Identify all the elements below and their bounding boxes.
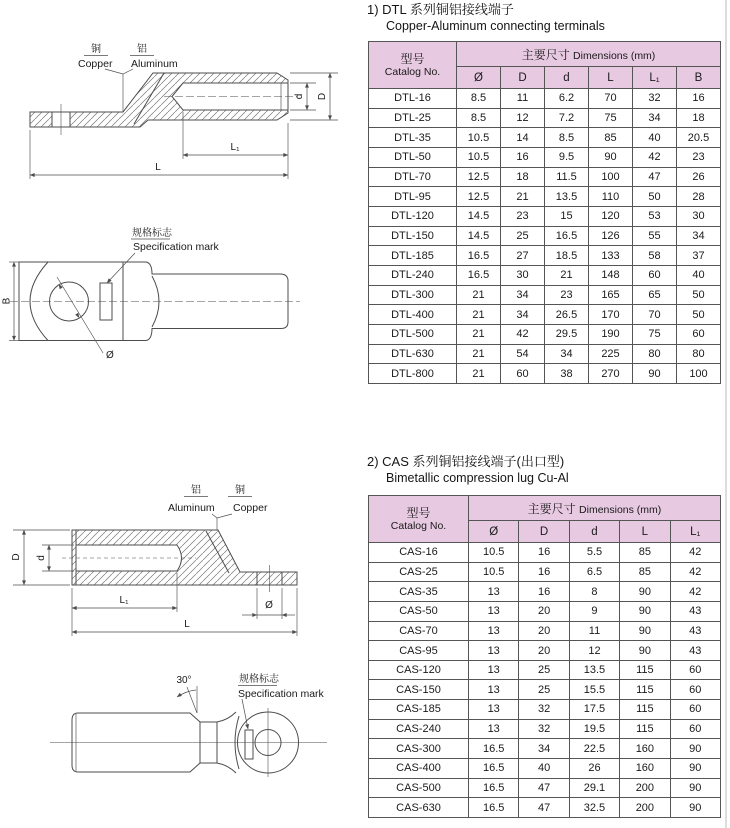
dimension-value-cell: 65 (633, 285, 677, 305)
dimension-value-cell: 60 (677, 324, 721, 344)
dimension-value-cell: 23 (501, 206, 545, 226)
dimension-value-cell: 13 (469, 601, 519, 621)
dimension-value-cell: 14.5 (457, 226, 501, 246)
dimension-value-cell: 42 (501, 324, 545, 344)
dimensions-header-zh: 主要尺寸 (527, 501, 576, 516)
dimension-value-cell: 20 (519, 621, 569, 641)
dimension-value-cell: 200 (620, 778, 670, 798)
catalog-no-cell: CAS-300 (369, 739, 469, 759)
dimension-value-cell: 26 (677, 167, 721, 187)
dimension-value-cell: 13 (469, 660, 519, 680)
dimension-value-cell: 225 (589, 344, 633, 364)
dimension-value-cell: 47 (633, 167, 677, 187)
dimensions-header (457, 42, 721, 67)
table-row (369, 187, 721, 207)
dimension-value-cell: 6.5 (569, 562, 619, 582)
dimension-value-cell: 85 (620, 562, 670, 582)
table-row (369, 167, 721, 187)
dimension-value-cell: 15.5 (569, 680, 619, 700)
dimension-value-cell: 70 (633, 305, 677, 325)
catalog-no-header (369, 42, 457, 89)
dimension-value-cell: 16 (519, 582, 569, 602)
dimension-value-cell: 20.5 (677, 128, 721, 148)
dimension-value-cell: 27 (501, 246, 545, 266)
cas-shoulder-curve (217, 763, 236, 773)
aluminum-label-zh: 铝 (137, 44, 147, 55)
cas-section-view-drawing (11, 483, 297, 636)
dimensions-header-en: Dimensions (mm) (579, 503, 662, 516)
dimension-value-cell: 90 (670, 798, 720, 818)
dtl-title-en: Copper-Aluminum connecting terminals (386, 19, 605, 33)
dimension-value-cell: 32.5 (569, 798, 619, 818)
dimension-value-cell: 110 (589, 187, 633, 207)
table-row (369, 700, 721, 720)
dimension-value-cell: 16.5 (469, 778, 519, 798)
dimension-value-cell: 11.5 (545, 167, 589, 187)
column-header: D (501, 67, 545, 89)
catalog-no-cell: CAS-400 (369, 759, 469, 779)
dimension-value-cell: 43 (670, 601, 720, 621)
dimension-value-cell: 14.5 (457, 206, 501, 226)
catalog-no-cell: CAS-95 (369, 641, 469, 661)
table-row (369, 226, 721, 246)
table-row (369, 543, 721, 563)
dimension-value-cell: 13 (469, 700, 519, 720)
cas-title-en: Bimetallic compression lug Cu-Al (386, 471, 569, 485)
dimension-value-cell: 55 (633, 226, 677, 246)
dimension-value-cell: 16.5 (457, 246, 501, 266)
table-row (369, 759, 721, 779)
dimension-value-cell: 50 (677, 285, 721, 305)
copper-label-zh: 铜 (91, 44, 101, 55)
catalog-no-cell: DTL-150 (369, 226, 457, 246)
dimension-value-cell: 85 (620, 543, 670, 563)
dimension-value-cell: 34 (519, 739, 569, 759)
catalog-no-cell: DTL-25 (369, 108, 457, 128)
dimension-value-cell: 42 (670, 562, 720, 582)
dimension-value-cell: 18 (677, 108, 721, 128)
dimension-value-cell: 42 (633, 147, 677, 167)
table-row (369, 364, 721, 384)
dimension-value-cell: 16 (677, 89, 721, 109)
catalog-no-cell: DTL-16 (369, 89, 457, 109)
dimension-value-cell: 20 (519, 641, 569, 661)
dim-label-d: d (294, 93, 305, 100)
dimension-value-cell: 8.5 (457, 89, 501, 109)
dimension-value-cell: 21 (457, 344, 501, 364)
dimension-value-cell: 133 (589, 246, 633, 266)
table-row (369, 680, 721, 700)
table-row (369, 621, 721, 641)
dimension-value-cell: 37 (677, 246, 721, 266)
catalog-no-cell: DTL-400 (369, 305, 457, 325)
copper-label-zh: 铜 (235, 485, 245, 496)
dimension-value-cell: 15 (545, 206, 589, 226)
dimension-value-cell: 90 (670, 739, 720, 759)
dimension-value-cell: 26.5 (545, 305, 589, 325)
dimension-value-cell: 23 (677, 147, 721, 167)
dimension-value-cell: 160 (620, 739, 670, 759)
dimension-value-cell: 10.5 (457, 147, 501, 167)
dimension-value-cell: 22.5 (569, 739, 619, 759)
table-row (369, 89, 721, 109)
dimension-value-cell: 90 (620, 582, 670, 602)
dimension-value-cell: 32 (519, 719, 569, 739)
dimension-value-cell: 7.2 (545, 108, 589, 128)
dimensions-header-en: Dimensions (mm) (573, 49, 656, 62)
catalog-no-cell: CAS-150 (369, 680, 469, 700)
dimension-value-cell: 13 (469, 582, 519, 602)
table-row (369, 265, 721, 285)
dimension-value-cell: 60 (670, 700, 720, 720)
copper-label-en: Copper (78, 58, 113, 70)
cas-title-zh: 2) CAS 系列铜铝接线端子(出口型) (367, 454, 565, 469)
cas-shoulder-curve (217, 712, 236, 722)
dimension-value-cell: 9 (569, 601, 619, 621)
cas-dimensions-table (368, 495, 721, 818)
dimension-value-cell: 60 (670, 719, 720, 739)
dimension-value-cell: 12.5 (457, 187, 501, 207)
dimension-value-cell: 8 (569, 582, 619, 602)
table-row (369, 641, 721, 661)
catalog-no-cell: CAS-120 (369, 660, 469, 680)
dimension-value-cell: 115 (620, 660, 670, 680)
dimension-value-cell: 9.5 (545, 147, 589, 167)
dimension-value-cell: 11 (569, 621, 619, 641)
dimension-value-cell: 16.5 (545, 226, 589, 246)
dimension-value-cell: 40 (633, 128, 677, 148)
dimension-value-cell: 38 (545, 364, 589, 384)
table-row (369, 582, 721, 602)
dimension-value-cell: 13 (469, 641, 519, 661)
dimension-value-cell: 58 (633, 246, 677, 266)
dimension-value-cell: 16.5 (457, 265, 501, 285)
dimension-value-cell: 32 (519, 700, 569, 720)
dimension-value-cell: 13.5 (569, 660, 619, 680)
column-header: Ø (457, 67, 501, 89)
dimension-value-cell: 40 (519, 759, 569, 779)
dimension-value-cell: 85 (589, 128, 633, 148)
dimension-value-cell: 21 (457, 364, 501, 384)
dimension-value-cell: 30 (677, 206, 721, 226)
spec-mark-label-en: Specification mark (133, 241, 219, 253)
dim-label-D: D (11, 553, 22, 561)
dimension-value-cell: 34 (633, 108, 677, 128)
table-row (369, 739, 721, 759)
dtl-section-view-drawing (30, 42, 338, 179)
dimension-value-cell: 75 (589, 108, 633, 128)
dimension-value-cell: 25 (501, 226, 545, 246)
dimension-value-cell: 21 (457, 305, 501, 325)
dimension-value-cell: 115 (620, 719, 670, 739)
table-row (369, 562, 721, 582)
dimension-value-cell: 30 (501, 265, 545, 285)
table-row (369, 601, 721, 621)
table-row (369, 305, 721, 325)
dtl-top-view-drawing (2, 226, 301, 361)
dimension-value-cell: 42 (670, 543, 720, 563)
dimension-value-cell: 60 (501, 364, 545, 384)
catalog-no-cell: CAS-16 (369, 543, 469, 563)
catalog-no-cell: CAS-50 (369, 601, 469, 621)
spec-mark-label-en: Specification mark (238, 688, 324, 700)
aluminum-label-zh: 铝 (191, 485, 201, 496)
dimension-value-cell: 10.5 (469, 543, 519, 563)
table-row (369, 108, 721, 128)
dimension-value-cell: 60 (670, 680, 720, 700)
catalog-no-cell: DTL-95 (369, 187, 457, 207)
dtl-dimensions-table (368, 41, 721, 384)
table-row (369, 798, 721, 818)
column-header: L₁ (670, 521, 720, 543)
catalog-no-cell: CAS-70 (369, 621, 469, 641)
dimension-value-cell: 13 (469, 680, 519, 700)
dimension-value-cell: 47 (519, 798, 569, 818)
dimension-value-cell: 120 (589, 206, 633, 226)
dimension-value-cell: 16.5 (469, 739, 519, 759)
dim-label-L1: L₁ (119, 595, 129, 606)
angle-arc (177, 690, 196, 697)
dimension-value-cell: 75 (633, 324, 677, 344)
table-row (369, 285, 721, 305)
dimension-value-cell: 34 (677, 226, 721, 246)
dimension-value-cell: 25 (519, 660, 569, 680)
dim-label-diameter: Ø (265, 600, 273, 611)
dimension-value-cell: 21 (457, 324, 501, 344)
dimension-value-cell: 6.2 (545, 89, 589, 109)
catalog-no-cell: DTL-500 (369, 324, 457, 344)
aluminum-label-en: Aluminum (168, 502, 215, 514)
dimension-value-cell: 25 (519, 680, 569, 700)
dimensions-header (469, 496, 721, 521)
catalog-header-en: Catalog No. (390, 519, 447, 532)
catalog-no-cell: DTL-120 (369, 206, 457, 226)
dimension-value-cell: 19.5 (569, 719, 619, 739)
catalog-no-cell: DTL-185 (369, 246, 457, 266)
catalog-no-cell: CAS-25 (369, 562, 469, 582)
dimension-value-cell: 70 (589, 89, 633, 109)
dimension-value-cell: 43 (670, 641, 720, 661)
spec-mark-label-zh: 规格标志 (132, 228, 172, 239)
aluminum-label-en: Aluminum (131, 58, 178, 70)
dimension-value-cell: 5.5 (569, 543, 619, 563)
dimension-value-cell: 170 (589, 305, 633, 325)
dimension-value-cell: 90 (670, 759, 720, 779)
catalog-no-cell: CAS-630 (369, 798, 469, 818)
cas-side-view-drawing (50, 672, 327, 777)
table-row (369, 147, 721, 167)
catalog-no-cell: DTL-240 (369, 265, 457, 285)
dimension-value-cell: 60 (670, 660, 720, 680)
dimension-value-cell: 90 (670, 778, 720, 798)
dimension-value-cell: 126 (589, 226, 633, 246)
dimension-value-cell: 115 (620, 680, 670, 700)
catalog-no-cell: DTL-630 (369, 344, 457, 364)
dimension-value-cell: 21 (545, 265, 589, 285)
dimension-value-cell: 90 (633, 364, 677, 384)
catalog-no-cell: DTL-50 (369, 147, 457, 167)
dimension-value-cell: 8.5 (457, 108, 501, 128)
column-header: D (519, 521, 569, 543)
dimension-value-cell: 21 (501, 187, 545, 207)
catalog-header-zh: 型号 (400, 51, 425, 66)
dimension-value-cell: 90 (620, 601, 670, 621)
dimension-value-cell: 12.5 (457, 167, 501, 187)
dimension-value-cell: 17.5 (569, 700, 619, 720)
dimension-value-cell: 13 (469, 719, 519, 739)
catalog-no-cell: DTL-300 (369, 285, 457, 305)
material-leader-line (212, 514, 232, 518)
dimension-value-cell: 90 (620, 641, 670, 661)
dimension-value-cell: 100 (589, 167, 633, 187)
dimension-value-cell: 90 (620, 621, 670, 641)
dimension-value-cell: 16.5 (469, 759, 519, 779)
dim-label-L1: L₁ (230, 142, 240, 153)
dimension-value-cell: 40 (677, 265, 721, 285)
catalog-no-cell: CAS-185 (369, 700, 469, 720)
dimension-value-cell: 90 (589, 147, 633, 167)
dimension-value-cell: 160 (620, 759, 670, 779)
catalog-header-zh: 型号 (406, 505, 431, 520)
dimension-value-cell: 80 (677, 344, 721, 364)
catalog-no-cell: DTL-70 (369, 167, 457, 187)
dimension-value-cell: 13.5 (545, 187, 589, 207)
table-row (369, 246, 721, 266)
dim-label-L: L (184, 619, 190, 630)
dimension-value-cell: 8.5 (545, 128, 589, 148)
dim-label-diameter: Ø (106, 350, 114, 361)
dimension-value-cell: 148 (589, 265, 633, 285)
dimension-value-cell: 34 (501, 285, 545, 305)
dimension-value-cell: 165 (589, 285, 633, 305)
catalog-no-cell: CAS-35 (369, 582, 469, 602)
angle-label: 30° (176, 675, 192, 686)
dimension-value-cell: 16 (519, 562, 569, 582)
dimension-value-cell: 100 (677, 364, 721, 384)
dimension-value-cell: 54 (501, 344, 545, 364)
dimension-value-cell: 60 (633, 265, 677, 285)
dimension-value-cell: 190 (589, 324, 633, 344)
table-row (369, 206, 721, 226)
dimension-value-cell: 20 (519, 601, 569, 621)
dimension-value-cell: 14 (501, 128, 545, 148)
spec-mark-label-zh: 规格标志 (239, 674, 279, 685)
dimension-value-cell: 115 (620, 700, 670, 720)
column-header: d (569, 521, 619, 543)
dtl-title-zh: 1) DTL 系列铜铝接线端子 (367, 2, 514, 17)
dim-label-d: d (36, 555, 47, 561)
dimension-value-cell: 29.1 (569, 778, 619, 798)
catalog-no-header (369, 496, 469, 543)
dimension-value-cell: 26 (569, 759, 619, 779)
table-row (369, 128, 721, 148)
dimension-value-cell: 200 (620, 798, 670, 818)
table-row (369, 660, 721, 680)
dimension-value-cell: 11 (501, 89, 545, 109)
dimension-value-cell: 47 (519, 778, 569, 798)
catalog-no-cell: CAS-240 (369, 719, 469, 739)
dim-label-D: D (317, 92, 328, 101)
dimension-value-cell: 10.5 (469, 562, 519, 582)
dimension-value-cell: 32 (633, 89, 677, 109)
table-row (369, 778, 721, 798)
dimension-value-cell: 80 (633, 344, 677, 364)
column-header: d (545, 67, 589, 89)
table-row (369, 344, 721, 364)
column-header: L (620, 521, 670, 543)
column-header: B (677, 67, 721, 89)
dimension-value-cell: 21 (457, 285, 501, 305)
dimension-value-cell: 50 (677, 305, 721, 325)
dim-label-B: B (1, 297, 13, 305)
dimension-value-cell: 43 (670, 621, 720, 641)
copper-label-en: Copper (233, 502, 268, 514)
column-header: L (589, 67, 633, 89)
page-edge-line (725, 0, 727, 828)
dimension-value-cell: 42 (670, 582, 720, 602)
dimension-value-cell: 270 (589, 364, 633, 384)
catalog-no-cell: CAS-500 (369, 778, 469, 798)
dimension-value-cell: 16 (501, 147, 545, 167)
column-header: Ø (469, 521, 519, 543)
cas-spec-mark (245, 730, 253, 759)
dimension-value-cell: 18 (501, 167, 545, 187)
dimension-value-cell: 12 (569, 641, 619, 661)
dimension-value-cell: 13 (469, 621, 519, 641)
column-header: L₁ (633, 67, 677, 89)
dimension-value-cell: 12 (501, 108, 545, 128)
dimension-value-cell: 53 (633, 206, 677, 226)
table-row (369, 324, 721, 344)
dimension-value-cell: 10.5 (457, 128, 501, 148)
dimension-value-cell: 29.5 (545, 324, 589, 344)
dimension-value-cell: 50 (633, 187, 677, 207)
dimension-value-cell: 34 (545, 344, 589, 364)
dim-label-L: L (155, 162, 161, 173)
catalog-no-cell: DTL-35 (369, 128, 457, 148)
dimension-value-cell: 16 (519, 543, 569, 563)
catalog-no-cell: DTL-800 (369, 364, 457, 384)
dimensions-header-zh: 主要尺寸 (521, 47, 570, 62)
dimension-value-cell: 28 (677, 187, 721, 207)
dimension-value-cell: 18.5 (545, 246, 589, 266)
catalog-header-en: Catalog No. (384, 65, 441, 78)
table-row (369, 719, 721, 739)
dimension-value-cell: 16.5 (469, 798, 519, 818)
dimension-value-cell: 23 (545, 285, 589, 305)
dimension-value-cell: 34 (501, 305, 545, 325)
